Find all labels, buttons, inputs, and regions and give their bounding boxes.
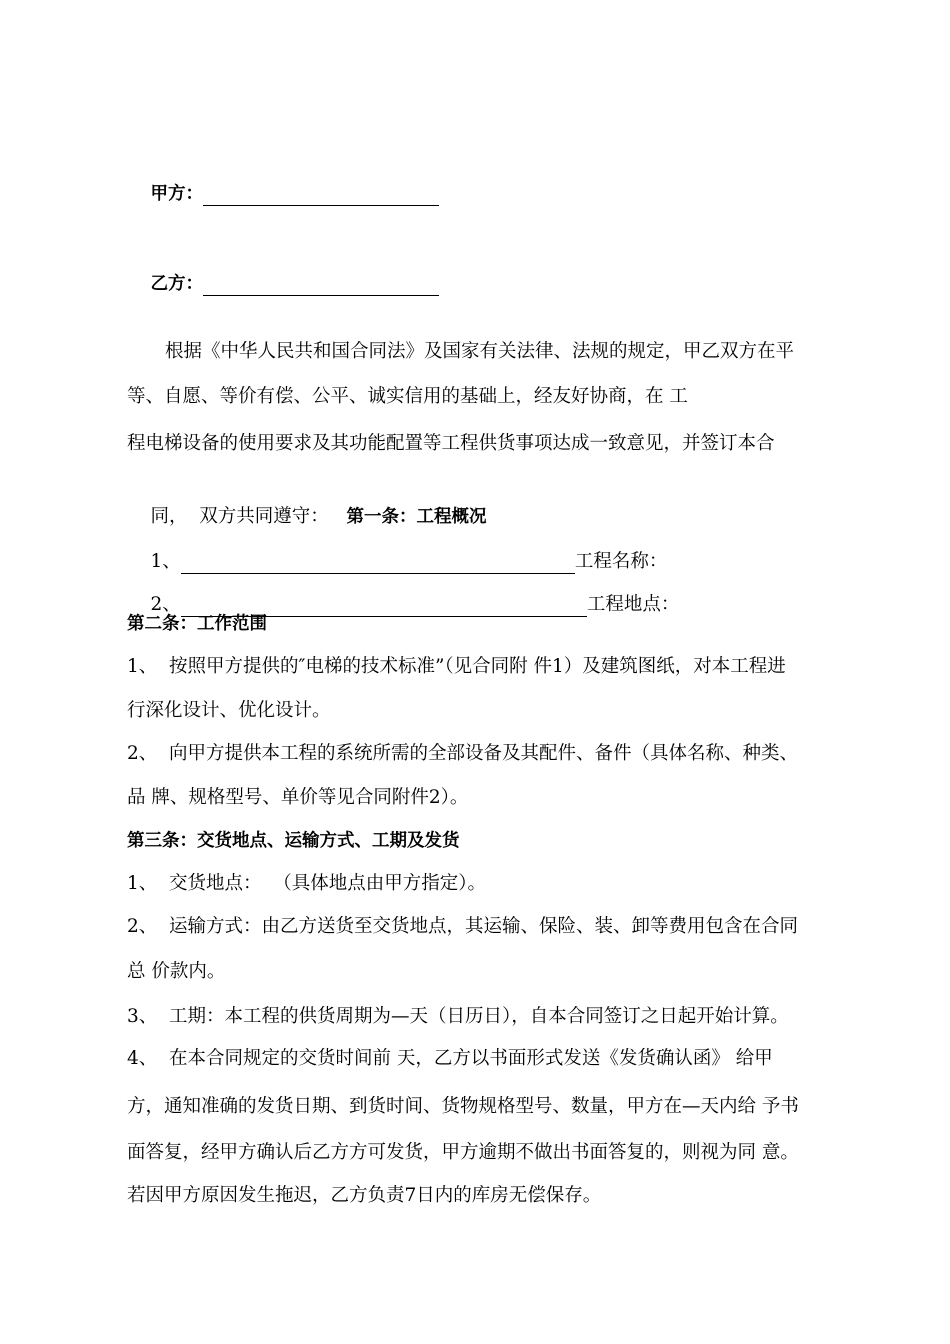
article2-item1-line2: 行深化设计、优化设计。: [127, 700, 331, 721]
party-b-blank: [203, 275, 439, 296]
party-a-blank: [203, 185, 439, 206]
party-b-label: 乙方：: [150, 274, 204, 294]
article2-item2-line1: 2、 向甲方提供本工程的系统所需的全部设备及其配件、备件（具体名称、种类、: [127, 743, 799, 764]
article2-item2-line2: 品 牌、规格型号、单价等见合同附件2）。: [127, 787, 469, 808]
project-location-label: 工程地点：: [586, 594, 680, 615]
article3-item4-line3: 面答复，经甲方确认后乙方方可发货，甲方逾期不做出书面答复的，则视为同 意。: [127, 1142, 799, 1163]
article2-title: 第二条：工作范围: [127, 614, 267, 634]
intro-line-4-text: 同， 双方共同遵守：: [150, 506, 329, 527]
article3-item2-line2: 总 价款内。: [127, 961, 226, 982]
party-a-label: 甲方：: [150, 184, 204, 204]
intro-line-1: 根据《中华人民共和国合同法》及国家有关法律、法规的规定，甲乙双方在平: [165, 341, 795, 362]
article1-item1-prefix: 1、: [150, 551, 181, 572]
project-name-label: 工程名称：: [574, 551, 668, 572]
article1-title: 第一条：工程概况: [346, 507, 487, 527]
intro-line-2: 等、自愿、等价有偿、公平、诚实信用的基础上，经友好协商，在 工: [127, 386, 688, 407]
article3-item4-line4: 若因甲方原因发生拖迟，乙方负责7日内的库房无偿保存。: [127, 1185, 602, 1206]
intro-line-3: 程电梯设备的使用要求及其功能配置等工程供货事项达成一致意见，并签订本合: [127, 433, 775, 454]
article3-item4-line2: 方，通知准确的发货日期、到货时间、货物规格型号、数量，甲方在—天内给 予书: [127, 1096, 799, 1117]
article2-item1-line1: 1、 按照甲方提供的″电梯的技术标准”（见合同附 件1）及建筑图纸，对本工程进: [127, 656, 786, 677]
article3-item4-line1: 4、 在本合同规定的交货时间前 天，乙方以书面形式发送《发货确认函》 给甲: [127, 1048, 773, 1069]
article3-item3: 3、 工期：本工程的供货周期为—天（日历日），自本合同签订之日起开始计算。: [127, 1006, 789, 1027]
article3-title: 第三条：交货地点、运输方式、工期及发货: [127, 831, 460, 851]
article1-item2-prefix: 2、: [150, 594, 181, 615]
party-a-line: [127, 158, 439, 230]
article3-item2-line1: 2、 运输方式：由乙方送货至交货地点，其运输、保险、装、卸等费用包含在合同: [127, 916, 799, 937]
article3-item1: 1、 交货地点： （具体地点由甲方指定）。: [127, 873, 487, 894]
party-b-line: [127, 248, 439, 320]
